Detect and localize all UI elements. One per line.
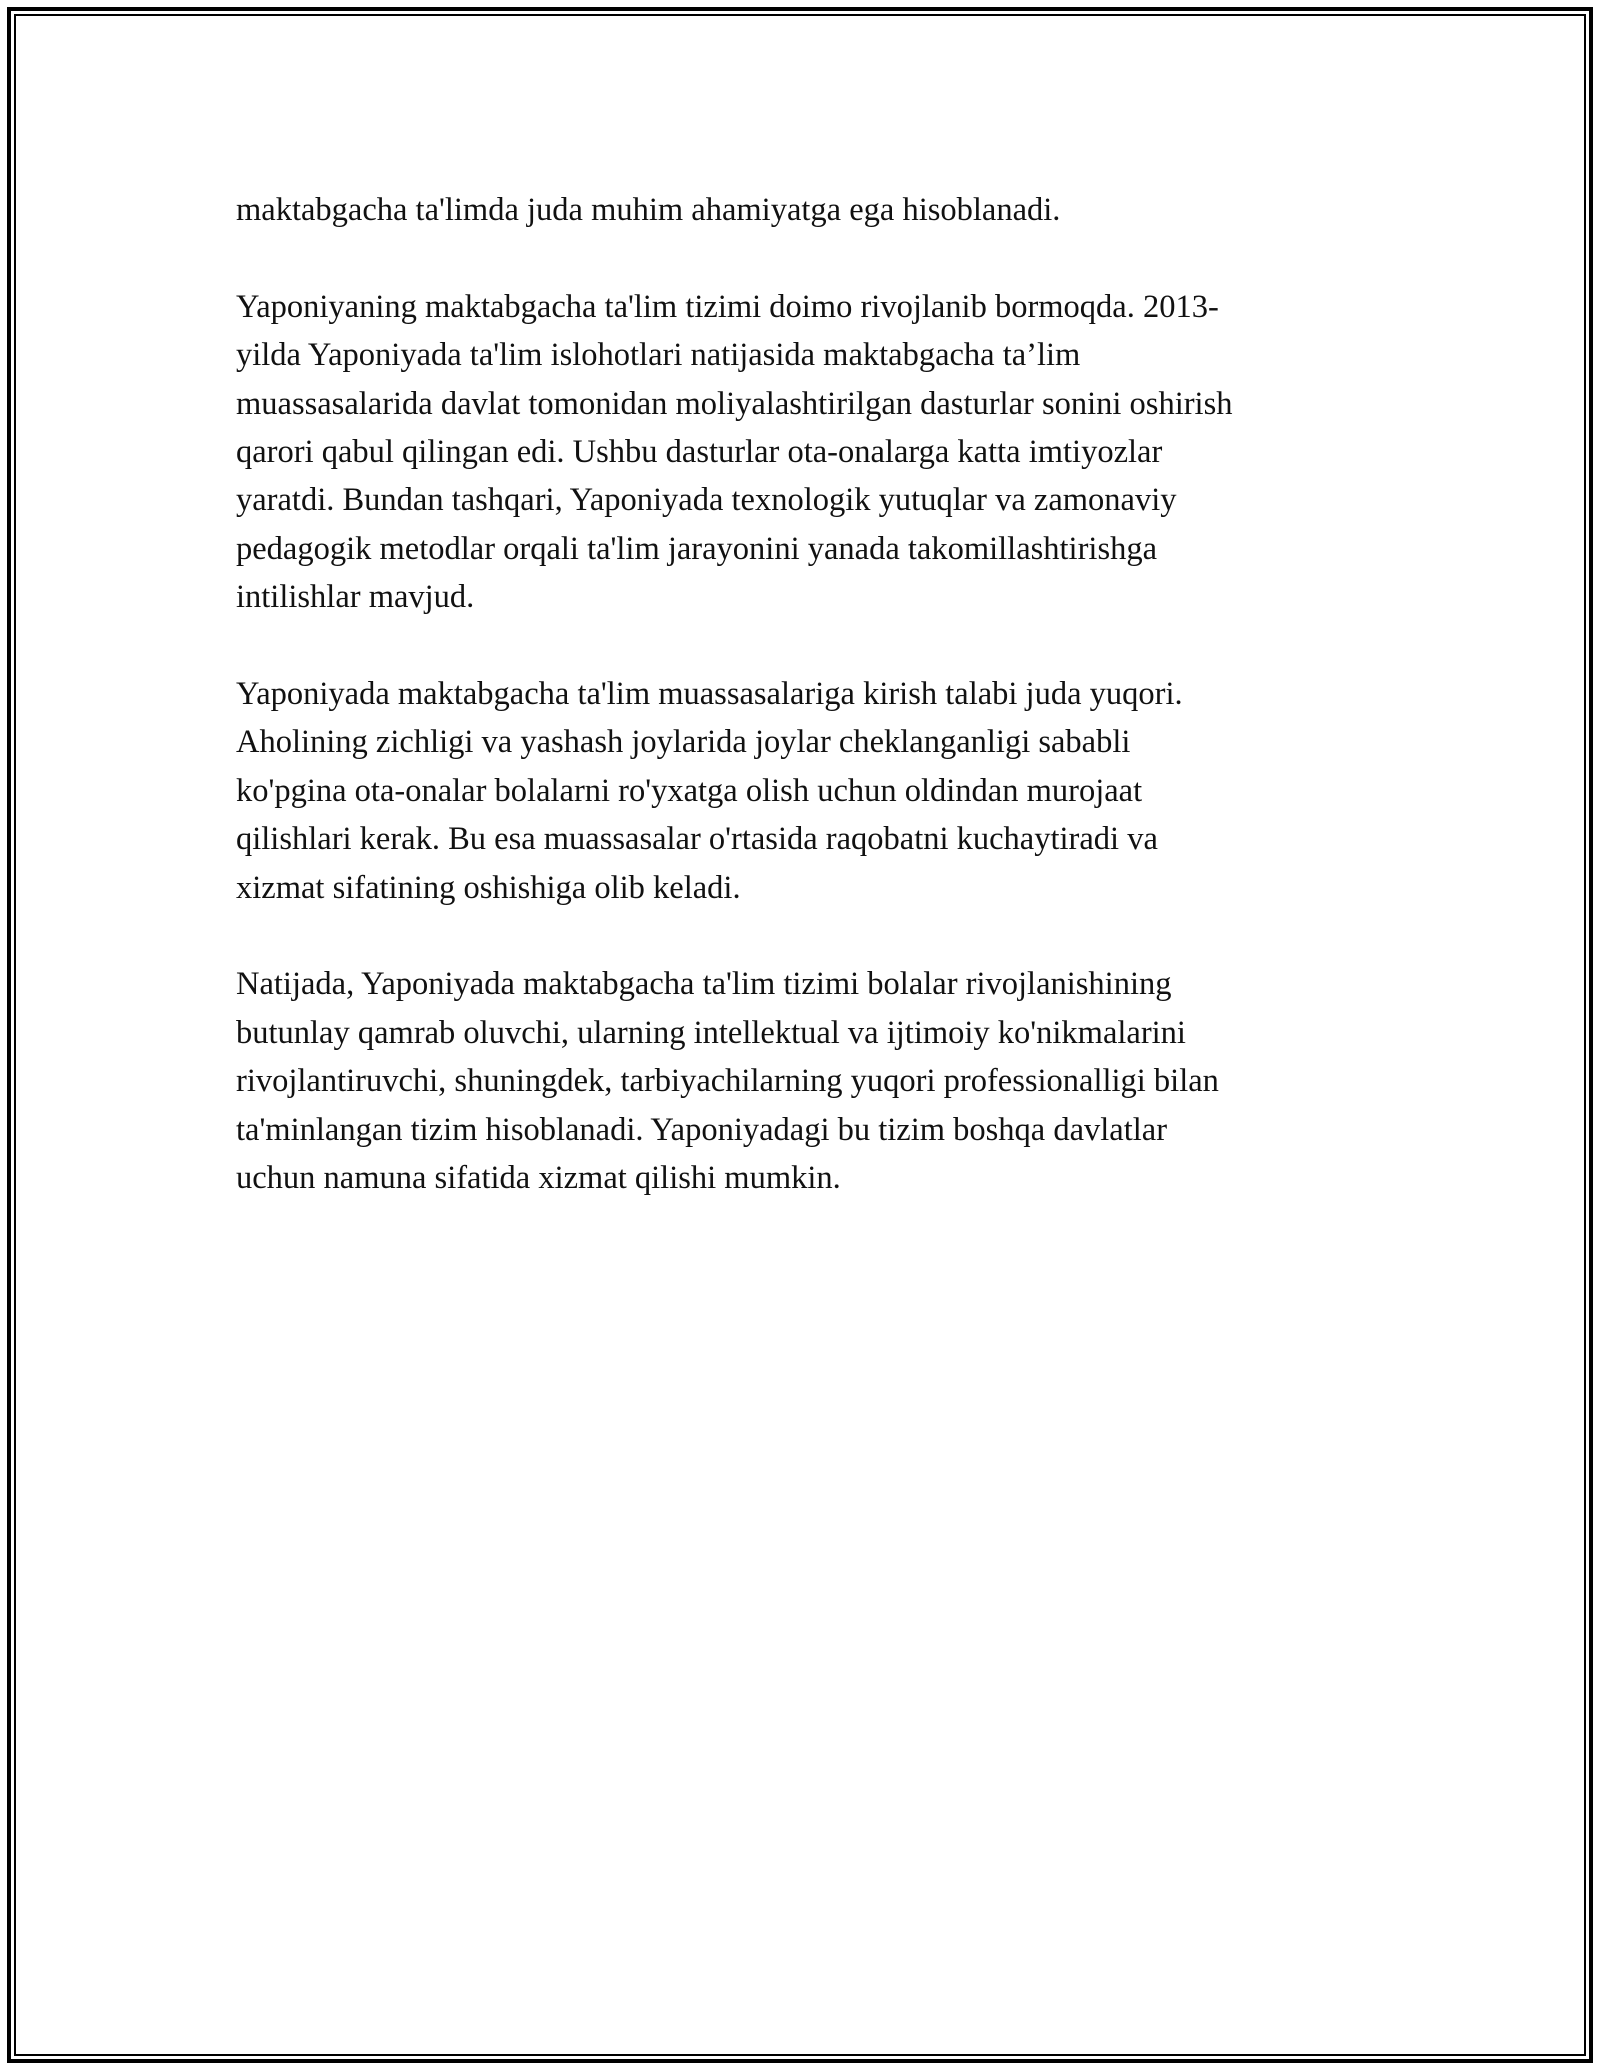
text-line: yaratdi. Bundan tashqari, Yaponiyada texnologik yutuqlar va zamonaviy (236, 482, 1177, 519)
text-line: Natijada, Yaponiyada maktabgacha ta'lim tizimi bolalar rivojlanishining (236, 966, 1172, 1003)
text-line: intilishlar mavjud. (236, 579, 475, 616)
text-line: butunlay qamrab oluvchi, ularning intellektual va ijtimoiy ko'nikmalarini (236, 1014, 1186, 1051)
paragraph-1 (236, 186, 1376, 234)
paragraph-4 (236, 960, 1376, 1202)
text-line: uchun namuna sifatida xizmat qilishi mumkin. (236, 1160, 841, 1197)
text-line: Aholining zichligi va yashash joylarida joylar cheklanganligi sababli (236, 724, 1131, 761)
text-line: xizmat sifatining oshishiga olib keladi. (236, 869, 741, 906)
text-line: muassasalarida davlat tomonidan moliyalashtirilgan dasturlar sonini oshirish (236, 385, 1233, 422)
text-line: ko'pgina ota-onalar bolalarni ro'yxatga olish uchun oldindan murojaat (236, 772, 1143, 809)
text-line: rivojlantiruvchi, shuningdek, tarbiyachilarning yuqori professionalligi bilan (236, 1063, 1219, 1100)
text-line: qarori qabul qilingan edi. Ushbu dasturlar ota-onalarga katta imtiyozlar (236, 434, 1163, 471)
text-line: yilda Yaponiyada ta'lim islohotlari natijasida maktabgacha ta’lim (236, 337, 1081, 374)
text-line: ta'minlangan tizim hisoblanadi. Yaponiyadagi bu tizim boshqa davlatlar (236, 1111, 1168, 1148)
paragraph-3 (236, 670, 1376, 912)
text-line: Yaponiyaning maktabgacha ta'lim tizimi doimo rivojlanib bormoqda. 2013- (236, 288, 1219, 325)
document-body (236, 186, 1376, 1251)
text-line: maktabgacha ta'limda juda muhim ahamiyatga ega hisoblanadi. (236, 192, 1061, 228)
text-line: pedagogik metodlar orqali ta'lim jarayonini yanada takomillashtirishga (236, 530, 1158, 567)
paragraph-2 (236, 283, 1376, 622)
text-line: Yaponiyada maktabgacha ta'lim muassasalariga kirish talabi juda yuqori. (236, 676, 1183, 713)
text-line: qilishlari kerak. Bu esa muassasalar o'rtasida raqobatni kuchaytiradi va (236, 821, 1158, 858)
